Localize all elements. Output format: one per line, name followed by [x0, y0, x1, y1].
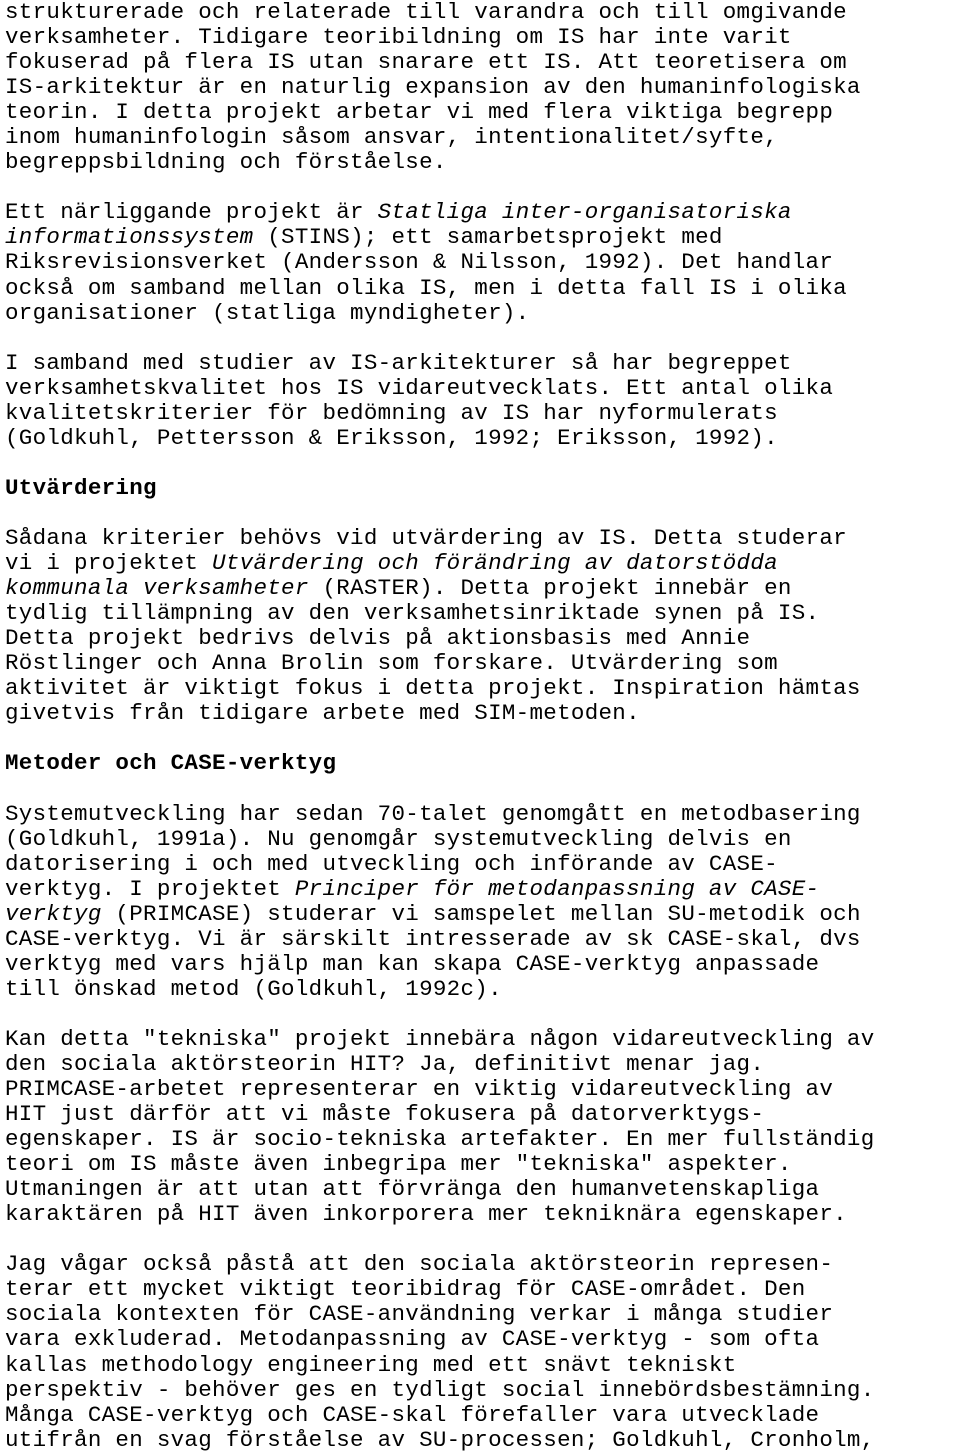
text-run: teorin. I detta projekt arbetar vi med flera viktiga begrepp	[5, 99, 834, 126]
text-line	[5, 200, 960, 225]
text-line	[5, 351, 960, 376]
text-run: den sociala aktörsteorin HIT? Ja, definitivt menar jag.	[5, 1050, 765, 1077]
text-line	[5, 1177, 960, 1202]
text-line	[5, 25, 960, 50]
text-line	[5, 376, 960, 401]
text-line	[5, 1252, 960, 1277]
text-line	[5, 927, 960, 952]
text-run: perspektiv - behöver ges en tydligt social innebördsbestämning.	[5, 1376, 875, 1403]
text-line	[5, 0, 960, 25]
text-run: CASE-verktyg. Vi är särskilt intresserade av sk CASE-skal, dvs	[5, 925, 861, 952]
text-run: vi i projektet	[5, 550, 213, 577]
text-line	[5, 100, 960, 125]
text-run: Jag vågar också påstå att den sociala aktörsteorin represen-	[5, 1251, 834, 1278]
text-line	[5, 977, 960, 1002]
section-heading	[5, 751, 960, 776]
text-line	[5, 1353, 960, 1378]
italic-text-run: informationssystem	[5, 224, 254, 251]
text-run: Detta projekt bedrivs delvis på aktionsbasis med Annie	[5, 625, 751, 652]
text-run: till önskad metod (Goldkuhl, 1992c).	[5, 975, 502, 1002]
text-run: vara exkluderad. Metodanpassning av CASE-verktyg - som ofta	[5, 1326, 820, 1353]
text-run: Utmaningen är att utan att förvränga den humanvetenskapliga	[5, 1176, 820, 1203]
text-line	[5, 902, 960, 927]
italic-text-run: kommunala verksamheter	[5, 575, 309, 602]
text-run: (Goldkuhl, Pettersson & Eriksson, 1992; Eriksson, 1992).	[5, 424, 778, 451]
paragraph	[5, 200, 960, 325]
text-run: begreppsbildning och förståelse.	[5, 149, 447, 176]
text-run: verktyg med vars hjälp man kan skapa CASE-verktyg anpassade	[5, 950, 820, 977]
text-line	[5, 1027, 960, 1052]
paragraph	[5, 526, 960, 726]
text-line	[5, 1052, 960, 1077]
paragraph-gap	[5, 175, 960, 200]
text-line	[5, 1202, 960, 1227]
paragraph-gap	[5, 1227, 960, 1252]
text-run: karaktären på HIT även inkorporera mer tekniknära egenskaper.	[5, 1201, 847, 1228]
text-run: kvalitetskriterier för bedömning av IS har nyformulerats	[5, 399, 778, 426]
text-line	[5, 276, 960, 301]
italic-text-run: Principer för metodanpassning av CASE-	[294, 875, 820, 902]
text-run: Sådana kriterier behövs vid utvärdering av IS. Detta studerar	[5, 524, 847, 551]
text-run: organisationer (statliga myndigheter).	[5, 299, 530, 326]
text-run: givetvis från tidigare arbete med SIM-metoden.	[5, 700, 640, 727]
text-run: inom humaninfologin såsom ansvar, intentionalitet/syfte,	[5, 124, 778, 151]
text-line	[5, 701, 960, 726]
text-line	[5, 1378, 960, 1403]
text-line	[5, 50, 960, 75]
document-page	[5, 0, 960, 1453]
text-run: Många CASE-verktyg och CASE-skal förefaller vara utvecklade	[5, 1401, 820, 1428]
text-line	[5, 551, 960, 576]
text-line	[5, 476, 960, 501]
text-run: I samband med studier av IS-arkitekturer så har begreppet	[5, 349, 792, 376]
text-run: Metoder och CASE-verktyg	[5, 750, 337, 777]
text-line	[5, 426, 960, 451]
text-line	[5, 802, 960, 827]
paragraph-gap	[5, 326, 960, 351]
text-line	[5, 125, 960, 150]
text-line	[5, 1127, 960, 1152]
text-run: datorisering i och med utveckling och införande av CASE-	[5, 850, 778, 877]
paragraph-gap	[5, 501, 960, 526]
text-run: verktyg. I projektet	[5, 875, 295, 902]
text-line	[5, 877, 960, 902]
italic-text-run: Statliga inter-organisatoriska	[377, 199, 792, 226]
text-run: aktivitet är viktigt fokus i detta projekt. Inspiration hämtas	[5, 675, 861, 702]
text-line	[5, 852, 960, 877]
text-line	[5, 1277, 960, 1302]
paragraph-gap	[5, 451, 960, 476]
paragraph	[5, 802, 960, 1002]
text-line	[5, 401, 960, 426]
text-run: verksamhetskvalitet hos IS vidareutvecklats. Ett antal olika	[5, 374, 834, 401]
text-line	[5, 1428, 960, 1453]
text-run: teori om IS måste även inbegripa mer "tekniska" aspekter.	[5, 1151, 792, 1178]
text-run: egenskaper. IS är socio-tekniska artefakter. En mer fullständig	[5, 1126, 875, 1153]
text-line	[5, 301, 960, 326]
text-line	[5, 1302, 960, 1327]
italic-text-run: Utvärdering och förändring av datorstödda	[212, 550, 778, 577]
text-run: Ett närliggande projekt är	[5, 199, 378, 226]
text-run: Kan detta "tekniska" projekt innebära någon vidareutveckling av	[5, 1025, 875, 1052]
text-line	[5, 576, 960, 601]
paragraph	[5, 351, 960, 451]
text-run: Riksrevisionsverket (Andersson & Nilsson, 1992). Det handlar	[5, 249, 834, 276]
text-run: PRIMCASE-arbetet representerar en viktig vidareutveckling av	[5, 1076, 834, 1103]
text-line	[5, 952, 960, 977]
text-run: sociala kontexten för CASE-användning verkar i många studier	[5, 1301, 834, 1328]
text-line	[5, 1102, 960, 1127]
paragraph-gap	[5, 726, 960, 751]
text-run: utifrån en svag förståelse av SU-processen; Goldkuhl, Cronholm,	[5, 1426, 875, 1453]
text-run: (RASTER). Detta projekt innebär en	[308, 575, 792, 602]
text-line	[5, 526, 960, 551]
paragraph-gap	[5, 1002, 960, 1027]
text-run: kallas methodology engineering med ett snävt tekniskt	[5, 1351, 737, 1378]
text-line	[5, 1327, 960, 1352]
text-run: verksamheter. Tidigare teoribildning om IS har inte varit	[5, 24, 792, 51]
text-line	[5, 751, 960, 776]
text-line	[5, 1077, 960, 1102]
text-run: strukturerade och relaterade till varandra och till omgivande	[5, 0, 847, 25]
text-run: Utvärdering	[5, 474, 157, 501]
text-line	[5, 1152, 960, 1177]
text-run: (Goldkuhl, 1991a). Nu genomgår systemutveckling delvis en	[5, 825, 792, 852]
text-run: också om samband mellan olika IS, men i detta fall IS i olika	[5, 274, 847, 301]
paragraph	[5, 1027, 960, 1227]
paragraph	[5, 1252, 960, 1452]
text-line	[5, 676, 960, 701]
text-run: Systemutveckling har sedan 70-talet genomgått en metodbasering	[5, 800, 861, 827]
text-run: terar ett mycket viktigt teoribidrag för CASE-området. Den	[5, 1276, 806, 1303]
text-line	[5, 250, 960, 275]
text-line	[5, 827, 960, 852]
text-line	[5, 75, 960, 100]
text-run: fokuserad på flera IS utan snarare ett IS. Att teoretisera om	[5, 49, 847, 76]
italic-text-run: verktyg	[5, 900, 102, 927]
text-line	[5, 225, 960, 250]
section-heading	[5, 476, 960, 501]
text-line	[5, 626, 960, 651]
text-line	[5, 150, 960, 175]
paragraph-gap	[5, 776, 960, 801]
text-run: IS-arkitektur är en naturlig expansion av den humaninfologiska	[5, 74, 861, 101]
text-line	[5, 1403, 960, 1428]
text-line	[5, 601, 960, 626]
text-run: HIT just därför att vi måste fokusera på datorverktygs-	[5, 1101, 765, 1128]
text-line	[5, 651, 960, 676]
text-run: (PRIMCASE) studerar vi samspelet mellan SU-metodik och	[101, 900, 861, 927]
text-run: tydlig tillämpning av den verksamhetsinriktade synen på IS.	[5, 600, 820, 627]
text-run: Röstlinger och Anna Brolin som forskare. Utvärdering som	[5, 650, 778, 677]
text-run: (STINS); ett samarbetsprojekt med	[253, 224, 723, 251]
paragraph	[5, 0, 960, 175]
